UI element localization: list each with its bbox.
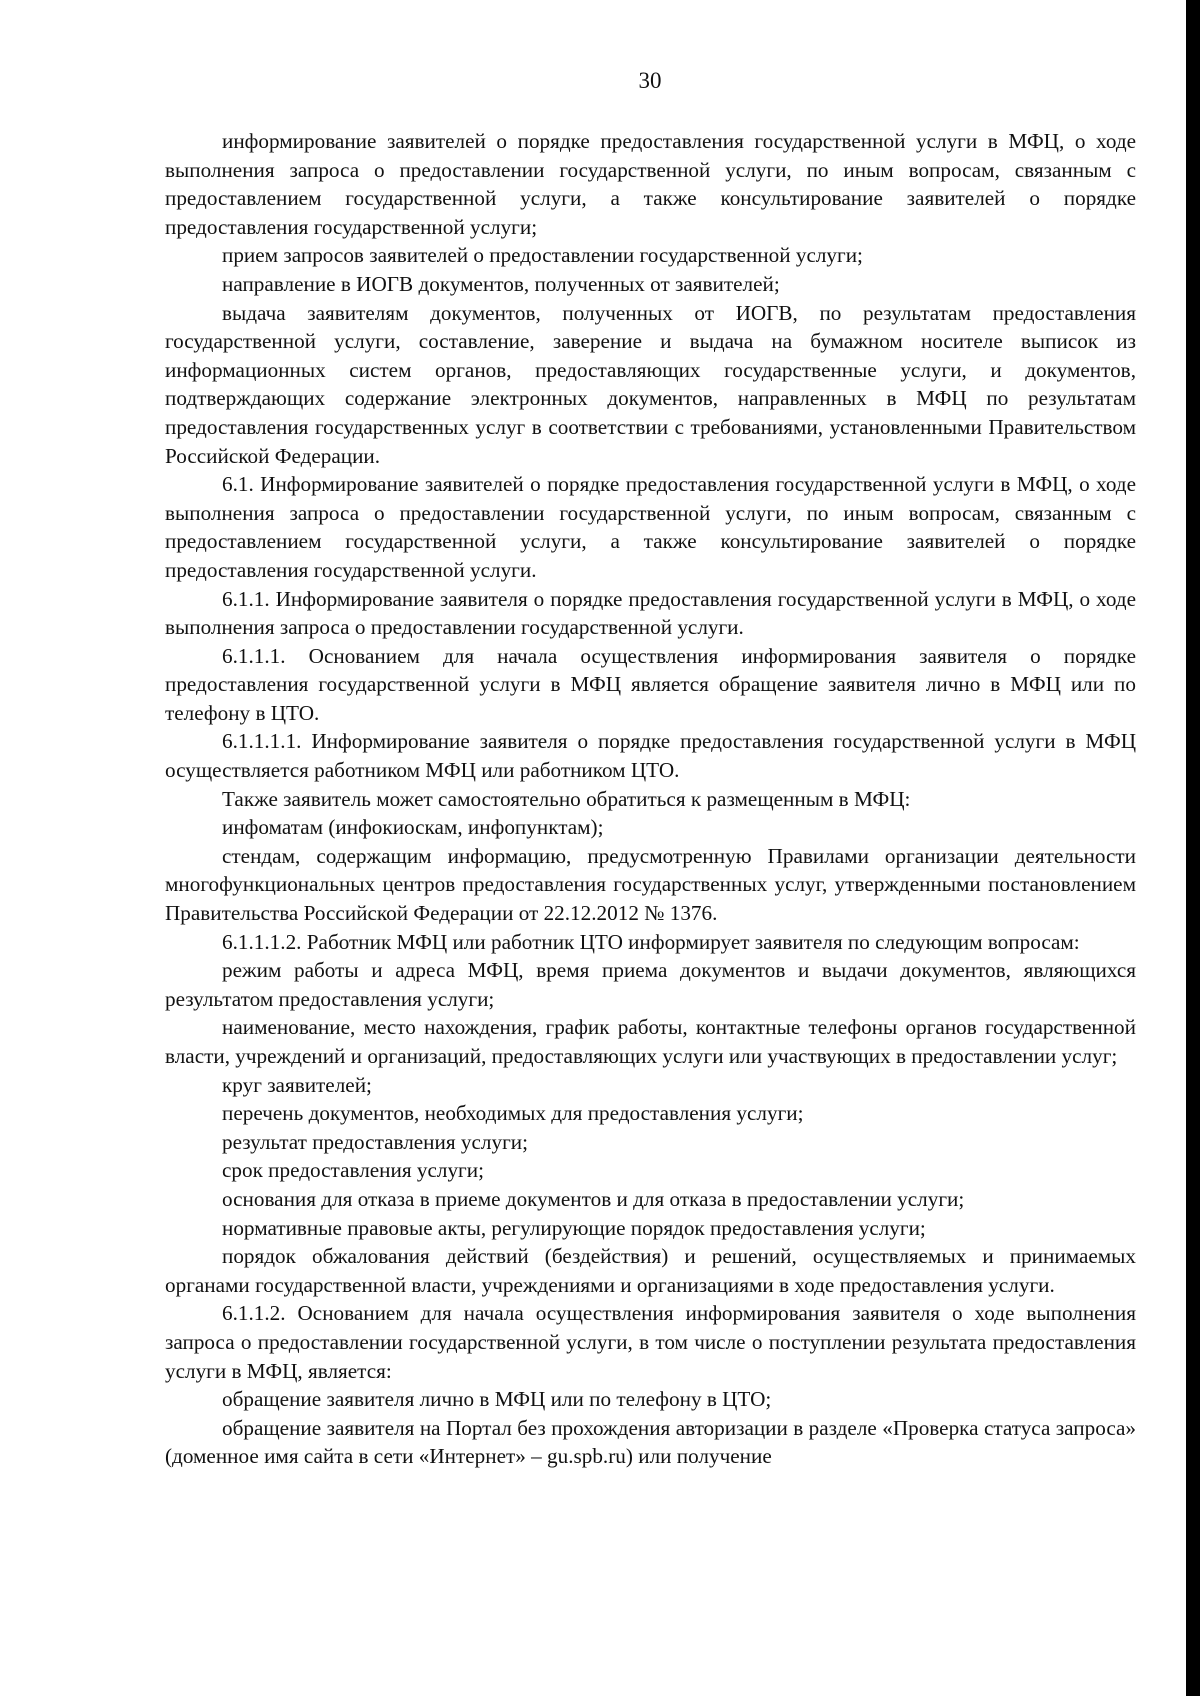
paragraph: выдача заявителям документов, полученных от ИОГВ, по результатам предоставления государственной услуги, составление, заверение и выдача на бумажном носителе выписок из информационных систем органов, предоставляющих государственные услуги, и документов, подтверждающих содержание электронных документов, направленных в МФЦ по результатам предоставления государственных услуг в соответствии с требованиями, установленными Правительством Российской Федерации. [165,300,1136,468]
paragraph: 6.1.1.1.1. Информирование заявителя о порядке предоставления государственной услуги в МФЦ осуществляется работником МФЦ или работником ЦТО. [165,729,1136,783]
scan-edge-shadow [1186,0,1200,1696]
paragraph: 6.1.1.1.2. Работник МФЦ или работник ЦТО информирует заявителя по следующим вопросам: [222,929,1080,954]
paragraph: основания для отказа в приеме документов и для отказа в предоставлении услуги; [222,1186,965,1211]
paragraph: 6.1.1. Информирование заявителя о порядке предоставления государственной услуги в МФЦ, о ходе выполнения запроса о предоставлении государственной услуги. [165,586,1136,640]
paragraph: Также заявитель может самостоятельно обратиться к размещенным в МФЦ: [222,786,911,811]
page-number: 30 [638,68,662,93]
paragraph: обращение заявителя на Портал без прохождения авторизации в разделе «Проверка статуса запроса» (доменное имя сайта в сети «Интернет» – gu.spb.ru) или получение [165,1415,1136,1469]
paragraph: направление в ИОГВ документов, полученных от заявителей; [222,271,780,296]
paragraph: 6.1.1.1. Основанием для начала осуществления информирования заявителя о порядке предоставления государственной услуги в МФЦ является обращение заявителя лично в МФЦ или по телефону в ЦТО. [165,643,1136,725]
paragraph: 6.1. Информирование заявителей о порядке предоставления государственной услуги в МФЦ, о ходе выполнения запроса о предоставлении государственной услуги, по иным вопросам, связанным с предоставлением государственной услуги, а также консультирование заявителей о порядке предоставления государственной услуги. [165,472,1136,582]
paragraph: обращение заявителя лично в МФЦ или по телефону в ЦТО; [222,1387,772,1412]
paragraph: круг заявителей; [222,1072,372,1097]
paragraph: информирование заявителей о порядке предоставления государственной услуги в МФЦ, о ходе выполнения запроса о предоставлении государственной услуги, по иным вопросам, связанным с предоставлением государственной услуги, а также консультирование заявителей о порядке предоставления государственной услуги; [165,129,1136,239]
paragraph: инфоматам (инфокиоскам, инфопунктам); [222,815,604,840]
paragraph: результат предоставления услуги; [222,1129,528,1154]
document-body [165,127,1136,1471]
paragraph: наименование, место нахождения, график работы, контактные телефоны органов государственной власти, учреждений и организаций, предоставляющих услуги или участвующих в предоставлении услуг; [165,1015,1136,1068]
paragraph: срок предоставления услуги; [222,1158,484,1183]
paragraph: перечень документов, необходимых для предоставления услуги; [222,1101,804,1126]
paragraph: нормативные правовые акты, регулирующие порядок предоставления услуги; [222,1215,926,1240]
paragraph: стендам, содержащим информацию, предусмотренную Правилами организации деятельности многофункциональных центров предоставления государственных услуг, утвержденными постановлением Правительства Российской Федерации от 22.12.2012 № 1376. [165,843,1136,926]
paragraph: прием запросов заявителей о предоставлении государственной услуги; [222,243,863,268]
paragraph: режим работы и адреса МФЦ, время приема документов и выдачи документов, являющихся результатом предоставления услуги; [165,958,1136,1011]
paragraph: 6.1.1.2. Основанием для начала осуществления информирования заявителя о ходе выполнения запроса о предоставлении государственной услуги, в том числе о поступлении результата предоставления услуги в МФЦ, является: [165,1301,1136,1383]
paragraph: порядок обжалования действий (бездействия) и решений, осуществляемых и принимаемых органами государственной власти, учреждениями и организациями в ходе предоставления услуги. [165,1244,1136,1297]
